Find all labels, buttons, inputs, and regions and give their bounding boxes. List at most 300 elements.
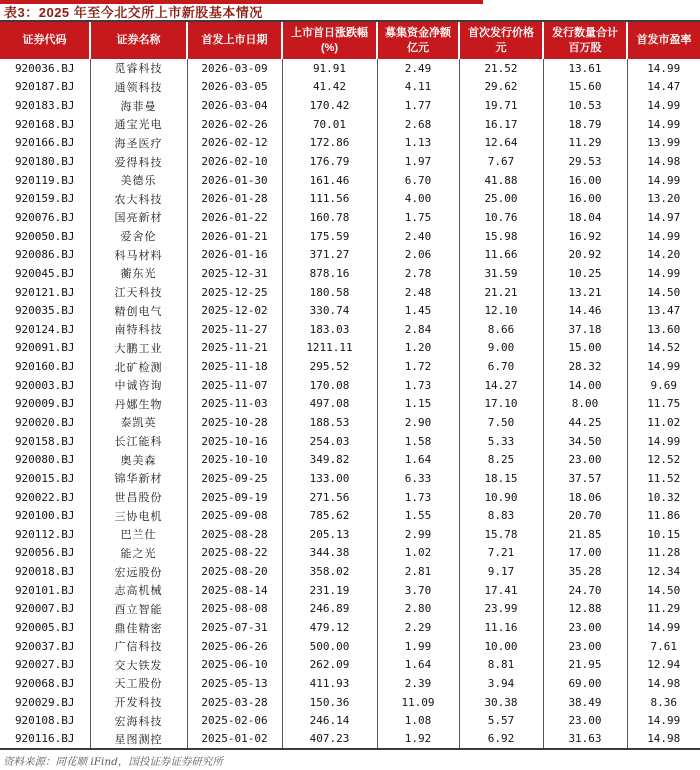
cell-code: 920108.BJ bbox=[0, 711, 90, 730]
cell-list-date: 2025-01-02 bbox=[187, 730, 282, 749]
cell-code: 920005.BJ bbox=[0, 618, 90, 637]
cell-net-funds-raised-100m-yuan: 3.70 bbox=[377, 581, 459, 600]
table-row bbox=[0, 339, 700, 358]
cell-net-funds-raised-100m-yuan: 1.64 bbox=[377, 450, 459, 469]
cell-code: 920068.BJ bbox=[0, 674, 90, 693]
cell-first-day-change-pct: 205.13 bbox=[282, 525, 377, 544]
cell-name: 北矿检测 bbox=[90, 357, 187, 376]
cell-list-date: 2025-11-21 bbox=[187, 339, 282, 358]
cell-net-funds-raised-100m-yuan: 1.72 bbox=[377, 357, 459, 376]
cell-name: 锦华新材 bbox=[90, 469, 187, 488]
cell-name: 交大铁发 bbox=[90, 656, 187, 675]
cell-net-funds-raised-100m-yuan: 2.84 bbox=[377, 320, 459, 339]
cell-name: 奥美森 bbox=[90, 450, 187, 469]
cell-code: 920124.BJ bbox=[0, 320, 90, 339]
cell-net-funds-raised-100m-yuan: 1.92 bbox=[377, 730, 459, 749]
cell-ipo-price-yuan: 17.41 bbox=[459, 581, 543, 600]
cell-ipo-pe-ratio: 13.99 bbox=[647, 136, 681, 150]
cell-net-funds-raised-100m-yuan: 2.68 bbox=[377, 115, 459, 134]
cell-code: 920121.BJ bbox=[0, 283, 90, 302]
cell-shares-issued-total-million: 23.00 bbox=[543, 711, 627, 730]
cell-first-day-change-pct: 111.56 bbox=[282, 189, 377, 208]
cell-ipo-price-yuan: 5.57 bbox=[459, 711, 543, 730]
cell-ipo-pe-ratio: 13.20 bbox=[647, 192, 681, 206]
cell-code: 920020.BJ bbox=[0, 413, 90, 432]
cell-list-date: 2026-01-16 bbox=[187, 245, 282, 264]
cell-ipo-price-yuan: 8.25 bbox=[459, 450, 543, 469]
cell-first-day-change-pct: 172.86 bbox=[282, 134, 377, 153]
cell-first-day-change-pct: 878.16 bbox=[282, 264, 377, 283]
cell-net-funds-raised-100m-yuan: 11.09 bbox=[377, 693, 459, 712]
cell-shares-issued-total-million: 12.88 bbox=[543, 600, 627, 619]
cell-ipo-pe-ratio: 14.99 bbox=[647, 173, 681, 187]
cell-first-day-change-pct: 175.59 bbox=[282, 227, 377, 246]
cell-list-date: 2026-02-12 bbox=[187, 134, 282, 153]
cell-ipo-pe-ratio: 14.99 bbox=[647, 266, 681, 280]
table-row bbox=[0, 469, 700, 488]
cell-net-funds-raised-100m-yuan: 1.97 bbox=[377, 152, 459, 171]
cell-list-date: 2025-09-08 bbox=[187, 506, 282, 525]
cell-ipo-price-yuan: 3.94 bbox=[459, 674, 543, 693]
cell-shares-issued-total-million: 13.21 bbox=[543, 283, 627, 302]
cell-shares-issued-total-million: 16.00 bbox=[543, 189, 627, 208]
cell-shares-issued-total-million: 37.57 bbox=[543, 469, 627, 488]
cell-name: 蘅东光 bbox=[90, 264, 187, 283]
cell-ipo-pe-ratio: 11.29 bbox=[647, 602, 681, 616]
cell-shares-issued-total-million: 13.61 bbox=[543, 59, 627, 78]
cell-shares-issued-total-million: 23.00 bbox=[543, 618, 627, 637]
cell-list-date: 2025-12-25 bbox=[187, 283, 282, 302]
cell-code: 920101.BJ bbox=[0, 581, 90, 600]
cell-ipo-price-yuan: 21.21 bbox=[459, 283, 543, 302]
cell-first-day-change-pct: 500.00 bbox=[282, 637, 377, 656]
cell-shares-issued-total-million: 15.60 bbox=[543, 78, 627, 97]
cell-net-funds-raised-100m-yuan: 2.39 bbox=[377, 674, 459, 693]
cell-first-day-change-pct: 246.89 bbox=[282, 600, 377, 619]
table-row bbox=[0, 376, 700, 395]
cell-ipo-pe-ratio: 14.98 bbox=[647, 732, 681, 746]
cell-first-day-change-pct: 183.03 bbox=[282, 320, 377, 339]
header-label: 首次发行价格 bbox=[468, 27, 534, 40]
cell-name: 国亮新材 bbox=[90, 208, 187, 227]
cell-name: 江天科技 bbox=[90, 283, 187, 302]
cell-list-date: 2025-03-28 bbox=[187, 693, 282, 712]
table-row bbox=[0, 59, 700, 78]
cell-ipo-price-yuan: 12.64 bbox=[459, 134, 543, 153]
cell-ipo-pe-ratio: 14.99 bbox=[647, 117, 681, 131]
cell-ipo-pe-ratio: 14.52 bbox=[647, 341, 681, 355]
cell-net-funds-raised-100m-yuan: 1.20 bbox=[377, 339, 459, 358]
cell-net-funds-raised-100m-yuan: 1.73 bbox=[377, 376, 459, 395]
cell-ipo-price-yuan: 7.67 bbox=[459, 152, 543, 171]
cell-list-date: 2025-05-13 bbox=[187, 674, 282, 693]
header-cell-ipo-price bbox=[459, 22, 543, 59]
cell-first-day-change-pct: 295.52 bbox=[282, 357, 377, 376]
cell-shares-issued-total-million: 21.85 bbox=[543, 525, 627, 544]
header-row bbox=[0, 22, 700, 59]
cell-net-funds-raised-100m-yuan: 1.13 bbox=[377, 134, 459, 153]
cell-net-funds-raised-100m-yuan: 2.80 bbox=[377, 600, 459, 619]
cell-name: 广信科技 bbox=[90, 637, 187, 656]
cell-shares-issued-total-million: 23.00 bbox=[543, 450, 627, 469]
cell-net-funds-raised-100m-yuan: 6.33 bbox=[377, 469, 459, 488]
cell-ipo-price-yuan: 30.38 bbox=[459, 693, 543, 712]
page-title: 表3：2025 年至今北交所上市新股基本情况 bbox=[0, 0, 700, 22]
cell-ipo-price-yuan: 29.62 bbox=[459, 78, 543, 97]
cell-ipo-pe-ratio: 14.99 bbox=[647, 229, 681, 243]
cell-name: 中诚咨询 bbox=[90, 376, 187, 395]
cell-list-date: 2026-01-22 bbox=[187, 208, 282, 227]
table-row bbox=[0, 730, 700, 749]
cell-ipo-pe-ratio: 7.61 bbox=[650, 639, 677, 653]
cell-name: 丹娜生物 bbox=[90, 395, 187, 414]
cell-first-day-change-pct: 330.74 bbox=[282, 301, 377, 320]
cell-name: 农大科技 bbox=[90, 189, 187, 208]
cell-ipo-pe-ratio: 11.75 bbox=[647, 397, 681, 411]
cell-first-day-change-pct: 160.78 bbox=[282, 208, 377, 227]
cell-list-date: 2025-10-10 bbox=[187, 450, 282, 469]
table-row bbox=[0, 581, 700, 600]
ipo-table bbox=[0, 22, 700, 750]
cell-net-funds-raised-100m-yuan: 1.55 bbox=[377, 506, 459, 525]
header-cell-list-date bbox=[187, 22, 282, 59]
top-accent-bar bbox=[0, 0, 483, 4]
cell-code: 920076.BJ bbox=[0, 208, 90, 227]
cell-net-funds-raised-100m-yuan: 2.81 bbox=[377, 562, 459, 581]
cell-ipo-price-yuan: 8.81 bbox=[459, 656, 543, 675]
header-cell-shares-issued bbox=[543, 22, 627, 59]
table-row bbox=[0, 320, 700, 339]
cell-ipo-pe-ratio: 13.47 bbox=[647, 304, 681, 318]
cell-list-date: 2025-08-08 bbox=[187, 600, 282, 619]
cell-ipo-price-yuan: 21.52 bbox=[459, 59, 543, 78]
cell-shares-issued-total-million: 11.29 bbox=[543, 134, 627, 153]
cell-first-day-change-pct: 180.58 bbox=[282, 283, 377, 302]
cell-ipo-pe-ratio: 14.50 bbox=[647, 285, 681, 299]
cell-first-day-change-pct: 1211.11 bbox=[282, 339, 377, 358]
cell-ipo-price-yuan: 11.66 bbox=[459, 245, 543, 264]
cell-shares-issued-total-million: 14.46 bbox=[543, 301, 627, 320]
cell-code: 920036.BJ bbox=[0, 59, 90, 78]
cell-ipo-price-yuan: 19.71 bbox=[459, 96, 543, 115]
cell-shares-issued-total-million: 10.25 bbox=[543, 264, 627, 283]
table-row bbox=[0, 115, 700, 134]
cell-code: 920112.BJ bbox=[0, 525, 90, 544]
cell-ipo-pe-ratio: 14.98 bbox=[647, 676, 681, 690]
cell-net-funds-raised-100m-yuan: 4.11 bbox=[377, 78, 459, 97]
header-cell-net-funds bbox=[377, 22, 459, 59]
cell-ipo-pe-ratio: 11.28 bbox=[647, 546, 681, 560]
cell-ipo-pe-ratio: 14.20 bbox=[647, 248, 681, 262]
cell-ipo-pe-ratio: 11.02 bbox=[647, 415, 681, 429]
cell-ipo-price-yuan: 10.00 bbox=[459, 637, 543, 656]
cell-code: 920086.BJ bbox=[0, 245, 90, 264]
cell-ipo-price-yuan: 31.59 bbox=[459, 264, 543, 283]
table-row bbox=[0, 544, 700, 563]
table-row bbox=[0, 357, 700, 376]
cell-shares-issued-total-million: 38.49 bbox=[543, 693, 627, 712]
cell-net-funds-raised-100m-yuan: 1.58 bbox=[377, 432, 459, 451]
table-row bbox=[0, 450, 700, 469]
table-row bbox=[0, 674, 700, 693]
header-label: 首发上市日期 bbox=[201, 34, 268, 47]
cell-shares-issued-total-million: 34.50 bbox=[543, 432, 627, 451]
cell-ipo-pe-ratio: 11.52 bbox=[647, 471, 681, 485]
cell-shares-issued-total-million: 14.00 bbox=[543, 376, 627, 395]
cell-ipo-price-yuan: 6.92 bbox=[459, 730, 543, 749]
cell-code: 920116.BJ bbox=[0, 730, 90, 749]
cell-ipo-price-yuan: 9.00 bbox=[459, 339, 543, 358]
header-cell-code bbox=[0, 22, 90, 59]
cell-ipo-pe-ratio: 12.94 bbox=[647, 658, 681, 672]
cell-ipo-pe-ratio: 13.60 bbox=[647, 322, 681, 336]
cell-net-funds-raised-100m-yuan: 2.40 bbox=[377, 227, 459, 246]
cell-net-funds-raised-100m-yuan: 2.99 bbox=[377, 525, 459, 544]
cell-ipo-pe-ratio: 14.99 bbox=[647, 61, 681, 75]
cell-ipo-pe-ratio: 14.99 bbox=[647, 434, 681, 448]
cell-code: 920160.BJ bbox=[0, 357, 90, 376]
cell-first-day-change-pct: 785.62 bbox=[282, 506, 377, 525]
table-row bbox=[0, 227, 700, 246]
table-row bbox=[0, 562, 700, 581]
cell-code: 920018.BJ bbox=[0, 562, 90, 581]
cell-code: 920168.BJ bbox=[0, 115, 90, 134]
cell-ipo-price-yuan: 5.33 bbox=[459, 432, 543, 451]
cell-shares-issued-total-million: 24.70 bbox=[543, 581, 627, 600]
cell-name: 海菲曼 bbox=[90, 96, 187, 115]
table-row bbox=[0, 171, 700, 190]
header-label: 发行数量合计 bbox=[552, 27, 618, 40]
cell-name: 美德乐 bbox=[90, 171, 187, 190]
table-row bbox=[0, 693, 700, 712]
cell-list-date: 2026-03-05 bbox=[187, 78, 282, 97]
header-label: 证券代码 bbox=[22, 34, 67, 47]
cell-first-day-change-pct: 411.93 bbox=[282, 674, 377, 693]
header-label-unit: 亿元 bbox=[407, 41, 429, 54]
cell-ipo-price-yuan: 16.17 bbox=[459, 115, 543, 134]
cell-code: 920187.BJ bbox=[0, 78, 90, 97]
cell-first-day-change-pct: 371.27 bbox=[282, 245, 377, 264]
cell-code: 920003.BJ bbox=[0, 376, 90, 395]
cell-shares-issued-total-million: 16.00 bbox=[543, 171, 627, 190]
table-row bbox=[0, 152, 700, 171]
cell-ipo-pe-ratio: 10.15 bbox=[647, 527, 681, 541]
table-row bbox=[0, 432, 700, 451]
cell-shares-issued-total-million: 16.92 bbox=[543, 227, 627, 246]
cell-ipo-price-yuan: 17.10 bbox=[459, 395, 543, 414]
cell-net-funds-raised-100m-yuan: 2.78 bbox=[377, 264, 459, 283]
cell-name: 爱得科技 bbox=[90, 152, 187, 171]
cell-shares-issued-total-million: 20.70 bbox=[543, 506, 627, 525]
header-label-unit: (%) bbox=[320, 41, 339, 54]
cell-first-day-change-pct: 349.82 bbox=[282, 450, 377, 469]
cell-shares-issued-total-million: 18.06 bbox=[543, 488, 627, 507]
header-label: 上市首日涨跌幅 bbox=[291, 27, 368, 40]
cell-code: 920119.BJ bbox=[0, 171, 90, 190]
cell-name: 精创电气 bbox=[90, 301, 187, 320]
cell-ipo-pe-ratio: 14.99 bbox=[647, 714, 681, 728]
cell-ipo-price-yuan: 15.98 bbox=[459, 227, 543, 246]
cell-ipo-pe-ratio: 14.99 bbox=[647, 360, 681, 374]
cell-shares-issued-total-million: 37.18 bbox=[543, 320, 627, 339]
cell-ipo-pe-ratio: 14.99 bbox=[647, 621, 681, 635]
cell-name: 通领科技 bbox=[90, 78, 187, 97]
cell-ipo-price-yuan: 10.76 bbox=[459, 208, 543, 227]
cell-ipo-price-yuan: 41.88 bbox=[459, 171, 543, 190]
cell-list-date: 2025-09-19 bbox=[187, 488, 282, 507]
cell-net-funds-raised-100m-yuan: 6.70 bbox=[377, 171, 459, 190]
source-note: 资料来源：同花顺 iFind，国投证券证券研究所 bbox=[3, 755, 223, 768]
cell-shares-issued-total-million: 23.00 bbox=[543, 637, 627, 656]
cell-name: 志高机械 bbox=[90, 581, 187, 600]
cell-first-day-change-pct: 161.46 bbox=[282, 171, 377, 190]
cell-code: 920007.BJ bbox=[0, 600, 90, 619]
cell-ipo-price-yuan: 8.83 bbox=[459, 506, 543, 525]
cell-list-date: 2025-09-25 bbox=[187, 469, 282, 488]
cell-code: 920183.BJ bbox=[0, 96, 90, 115]
cell-ipo-price-yuan: 7.50 bbox=[459, 413, 543, 432]
cell-ipo-pe-ratio: 14.97 bbox=[647, 210, 681, 224]
cell-ipo-pe-ratio: 14.50 bbox=[647, 583, 681, 597]
cell-net-funds-raised-100m-yuan: 2.90 bbox=[377, 413, 459, 432]
table-row bbox=[0, 488, 700, 507]
cell-list-date: 2025-11-03 bbox=[187, 395, 282, 414]
cell-first-day-change-pct: 479.12 bbox=[282, 618, 377, 637]
cell-list-date: 2025-11-27 bbox=[187, 320, 282, 339]
cell-list-date: 2025-08-20 bbox=[187, 562, 282, 581]
cell-first-day-change-pct: 170.42 bbox=[282, 96, 377, 115]
cell-code: 920180.BJ bbox=[0, 152, 90, 171]
cell-shares-issued-total-million: 8.00 bbox=[543, 395, 627, 414]
cell-code: 920100.BJ bbox=[0, 506, 90, 525]
header-label: 首发市盈率 bbox=[636, 34, 692, 47]
cell-code: 920159.BJ bbox=[0, 189, 90, 208]
cell-net-funds-raised-100m-yuan: 1.45 bbox=[377, 301, 459, 320]
cell-net-funds-raised-100m-yuan: 1.73 bbox=[377, 488, 459, 507]
cell-ipo-price-yuan: 6.70 bbox=[459, 357, 543, 376]
cell-shares-issued-total-million: 28.32 bbox=[543, 357, 627, 376]
cell-net-funds-raised-100m-yuan: 2.06 bbox=[377, 245, 459, 264]
cell-first-day-change-pct: 262.09 bbox=[282, 656, 377, 675]
cell-name: 通宝光电 bbox=[90, 115, 187, 134]
table-row bbox=[0, 208, 700, 227]
cell-net-funds-raised-100m-yuan: 4.00 bbox=[377, 189, 459, 208]
cell-first-day-change-pct: 70.01 bbox=[282, 115, 377, 134]
cell-name: 开发科技 bbox=[90, 693, 187, 712]
cell-shares-issued-total-million: 17.00 bbox=[543, 544, 627, 563]
cell-name: 大鹏工业 bbox=[90, 339, 187, 358]
cell-ipo-pe-ratio: 8.36 bbox=[650, 695, 677, 709]
cell-code: 920037.BJ bbox=[0, 637, 90, 656]
cell-code: 920166.BJ bbox=[0, 134, 90, 153]
cell-ipo-price-yuan: 15.78 bbox=[459, 525, 543, 544]
cell-name: 觅睿科技 bbox=[90, 59, 187, 78]
table-row bbox=[0, 134, 700, 153]
table-row bbox=[0, 395, 700, 414]
cell-name: 宏海科技 bbox=[90, 711, 187, 730]
cell-net-funds-raised-100m-yuan: 1.64 bbox=[377, 656, 459, 675]
cell-code: 920050.BJ bbox=[0, 227, 90, 246]
table-row bbox=[0, 264, 700, 283]
cell-shares-issued-total-million: 18.79 bbox=[543, 115, 627, 134]
cell-list-date: 2026-03-04 bbox=[187, 96, 282, 115]
cell-first-day-change-pct: 407.23 bbox=[282, 730, 377, 749]
cell-net-funds-raised-100m-yuan: 1.15 bbox=[377, 395, 459, 414]
cell-net-funds-raised-100m-yuan: 2.29 bbox=[377, 618, 459, 637]
cell-net-funds-raised-100m-yuan: 1.08 bbox=[377, 711, 459, 730]
table-body bbox=[0, 59, 700, 749]
cell-list-date: 2026-01-30 bbox=[187, 171, 282, 190]
cell-ipo-pe-ratio: 14.47 bbox=[647, 80, 681, 94]
cell-ipo-pe-ratio: 14.98 bbox=[647, 155, 681, 169]
cell-code: 920080.BJ bbox=[0, 450, 90, 469]
cell-ipo-price-yuan: 11.16 bbox=[459, 618, 543, 637]
cell-name: 泰凯英 bbox=[90, 413, 187, 432]
cell-name: 世昌股份 bbox=[90, 488, 187, 507]
cell-code: 920027.BJ bbox=[0, 656, 90, 675]
cell-net-funds-raised-100m-yuan: 1.02 bbox=[377, 544, 459, 563]
table-row bbox=[0, 656, 700, 675]
cell-ipo-pe-ratio: 9.69 bbox=[650, 378, 677, 392]
cell-ipo-pe-ratio: 14.99 bbox=[647, 99, 681, 113]
cell-shares-issued-total-million: 69.00 bbox=[543, 674, 627, 693]
cell-name: 巴兰仕 bbox=[90, 525, 187, 544]
cell-code: 920158.BJ bbox=[0, 432, 90, 451]
cell-list-date: 2025-08-22 bbox=[187, 544, 282, 563]
cell-code: 920045.BJ bbox=[0, 264, 90, 283]
cell-list-date: 2026-01-28 bbox=[187, 189, 282, 208]
cell-first-day-change-pct: 271.56 bbox=[282, 488, 377, 507]
cell-code: 920029.BJ bbox=[0, 693, 90, 712]
cell-name: 鼎佳精密 bbox=[90, 618, 187, 637]
cell-shares-issued-total-million: 29.53 bbox=[543, 152, 627, 171]
cell-ipo-pe-ratio: 12.34 bbox=[647, 565, 681, 579]
cell-first-day-change-pct: 170.08 bbox=[282, 376, 377, 395]
cell-list-date: 2025-11-07 bbox=[187, 376, 282, 395]
cell-first-day-change-pct: 176.79 bbox=[282, 152, 377, 171]
cell-ipo-price-yuan: 9.17 bbox=[459, 562, 543, 581]
cell-first-day-change-pct: 358.02 bbox=[282, 562, 377, 581]
table-row bbox=[0, 413, 700, 432]
cell-shares-issued-total-million: 35.28 bbox=[543, 562, 627, 581]
table-row bbox=[0, 600, 700, 619]
cell-list-date: 2025-12-31 bbox=[187, 264, 282, 283]
cell-shares-issued-total-million: 20.92 bbox=[543, 245, 627, 264]
header-label-unit: 元 bbox=[495, 41, 507, 54]
cell-code: 920091.BJ bbox=[0, 339, 90, 358]
table-row bbox=[0, 618, 700, 637]
cell-net-funds-raised-100m-yuan: 1.75 bbox=[377, 208, 459, 227]
table-row bbox=[0, 637, 700, 656]
cell-shares-issued-total-million: 18.04 bbox=[543, 208, 627, 227]
cell-first-day-change-pct: 41.42 bbox=[282, 78, 377, 97]
cell-ipo-price-yuan: 14.27 bbox=[459, 376, 543, 395]
cell-shares-issued-total-million: 31.63 bbox=[543, 730, 627, 749]
cell-list-date: 2025-08-28 bbox=[187, 525, 282, 544]
cell-ipo-price-yuan: 12.10 bbox=[459, 301, 543, 320]
cell-shares-issued-total-million: 10.53 bbox=[543, 96, 627, 115]
cell-name: 宏远股份 bbox=[90, 562, 187, 581]
cell-net-funds-raised-100m-yuan: 2.48 bbox=[377, 283, 459, 302]
header-cell-first-day-change bbox=[282, 22, 377, 59]
table-row bbox=[0, 525, 700, 544]
cell-code: 920009.BJ bbox=[0, 395, 90, 414]
table-row bbox=[0, 96, 700, 115]
cell-list-date: 2026-02-26 bbox=[187, 115, 282, 134]
cell-list-date: 2025-06-26 bbox=[187, 637, 282, 656]
cell-list-date: 2025-07-31 bbox=[187, 618, 282, 637]
cell-ipo-price-yuan: 23.99 bbox=[459, 600, 543, 619]
